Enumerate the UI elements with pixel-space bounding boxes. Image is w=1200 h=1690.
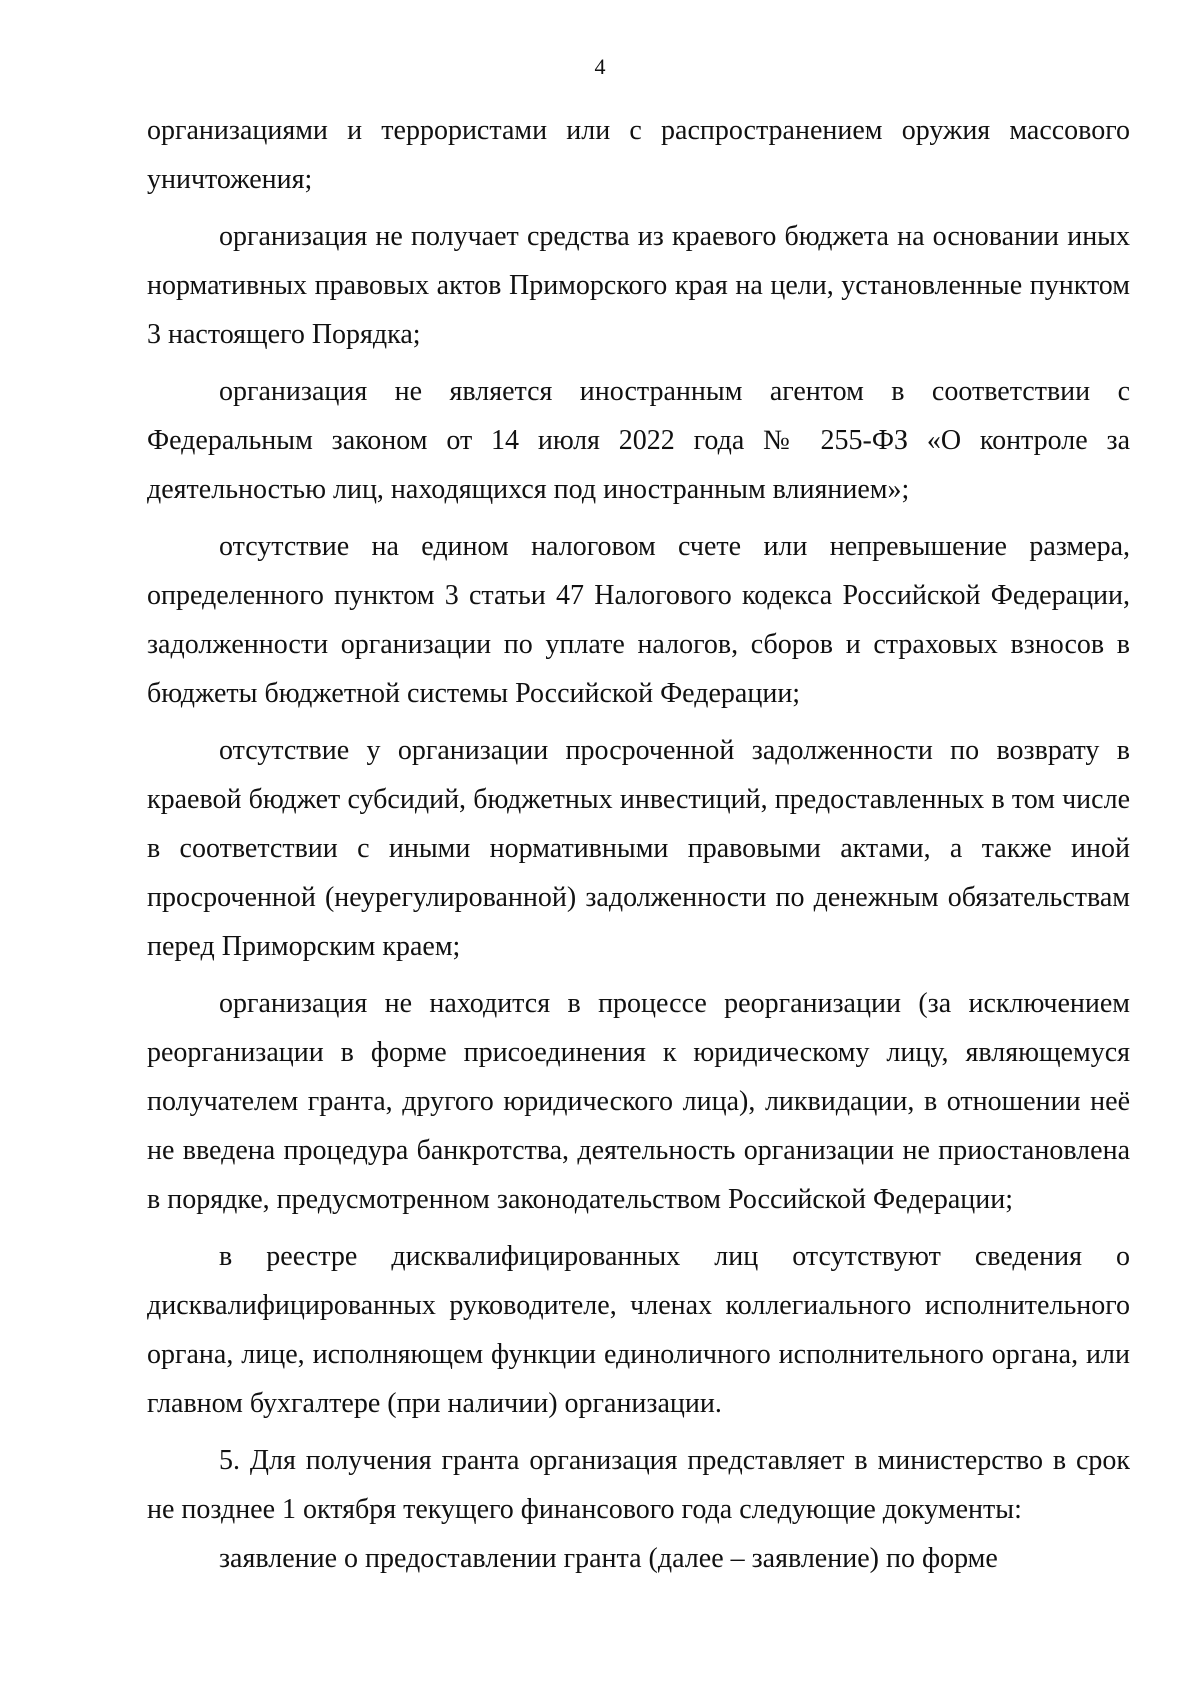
paragraph-no-tax-debt: отсутствие на едином налоговом счете или непревышение размера, определенного пунктом 3 статьи 47 Налогового кодекса Российской Федерации, задолженности организации по уплате налогов, сборов и страховых взносов в бюджеты бюджетной системы Российской Федерации; — [147, 531, 1130, 709]
paragraph-section-5-documents: 5. Для получения гранта организация представляет в министерство в срок не позднее 1 октября текущего финансового года следующие документы: — [147, 1445, 1130, 1525]
paragraph-application-form: заявление о предоставлении гранта (далее – заявление) по форме — [219, 1543, 998, 1574]
document-body — [147, 106, 1130, 1583]
page-number: 4 — [594, 54, 606, 79]
paragraph-not-foreign-agent: организация не является иностранным агентом в соответствии с Федеральным законом от 14 июля 2022 года № 255-ФЗ «О контроле за деятельностью лиц, находящихся под иностранным влиянием»; — [147, 376, 1130, 505]
paragraph-no-regional-funds: организация не получает средства из краевого бюджета на основании иных нормативных правовых актов Приморского края на цели, установленные пунктом 3 настоящего Порядка; — [147, 221, 1130, 350]
paragraph-disqualified-persons: в реестре дисквалифицированных лиц отсутствуют сведения о дисквалифицированных руководителе, членах коллегиального исполнительного органа, лице, исполняющем функции единоличного исполнительного органа, или главном бухгалтере (при наличии) организации. — [147, 1241, 1130, 1419]
paragraph-no-overdue-debt: отсутствие у организации просроченной задолженности по возврату в краевой бюджет субсидий, бюджетных инвестиций, предоставленных в том числе в соответствии с иными нормативными правовыми актами, а также иной просроченной (неурегулированной) задолженности по денежным обязательствам перед Приморским краем; — [147, 735, 1130, 962]
paragraph-no-reorganization: организация не находится в процессе реорганизации (за исключением реорганизации в форме присоединения к юридическому лицу, являющемуся получателем гранта, другого юридического лица), ликвидации, в отношении неё не введена процедура банкротства, деятельность организации не приостановлена в порядке, предусмотренном законодательством Российской Федерации; — [147, 988, 1130, 1215]
paragraph-terrorism-continuation: организациями и террористами или с распространением оружия массового уничтожения; — [147, 115, 1130, 195]
